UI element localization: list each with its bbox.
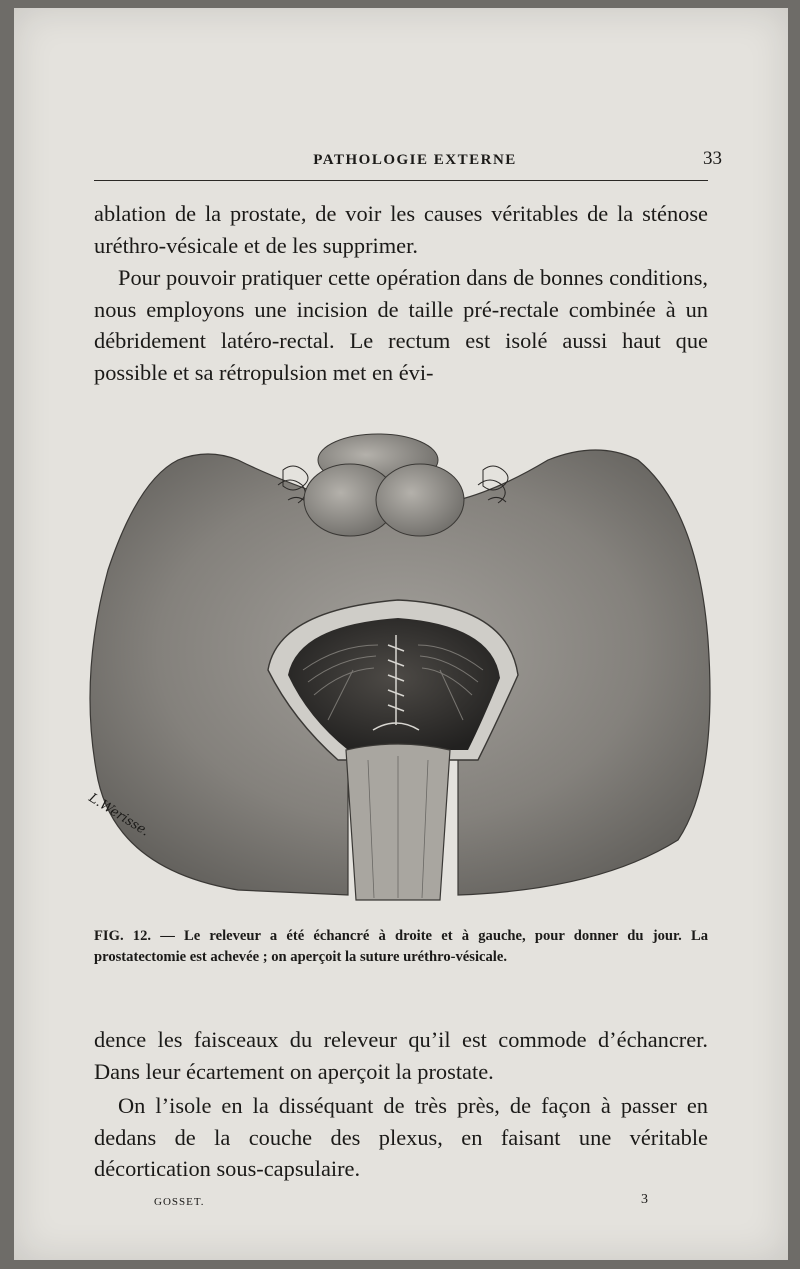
paragraph-2: Pour pouvoir pratiquer cette opération dans de bonnes conditions, nous employons une incision de taille pré-rectale combinée à un débridement latéro-rectal. Le rectum est isolé aussi haut que possible et sa rétropulsion met en évi- <box>94 265 708 385</box>
paragraph-4: On l’isole en la disséquant de très près, de façon à passer en dedans de la couche des plexus, en faisant une véritable décortication sous-capsulaire. <box>94 1093 708 1181</box>
running-head <box>108 146 722 176</box>
caption-label: FIG. 12. <box>94 928 152 944</box>
paragraph-1: ablation de la prostate, de voir les causes véritables de la sténose uréthro-vésicale et de les supprimer. <box>94 201 708 258</box>
figure-caption <box>94 926 708 968</box>
running-title: PATHOLOGIE EXTERNE <box>313 152 517 168</box>
caption-text: — Le releveur a été échancré à droite et à gauche, pour donner du jour. La prostatectomie est achevée ; on aperçoit la suture uréthro-vésicale. <box>94 928 709 965</box>
sheet-number: 3 <box>641 1192 648 1207</box>
artist-signature: L.Werisse. <box>85 790 152 840</box>
surgical-illustration <box>78 420 718 920</box>
scrotum-right <box>376 464 464 536</box>
footer <box>94 1192 648 1214</box>
footer-signature: GOSSET. <box>154 1196 205 1208</box>
paragraph-3: dence les faisceaux du releveur qu’il est commode d’échancrer. Dans leur écartement on aperçoit la prostate. <box>94 1027 708 1084</box>
header-rule <box>94 180 708 181</box>
page-number: 33 <box>703 148 722 169</box>
